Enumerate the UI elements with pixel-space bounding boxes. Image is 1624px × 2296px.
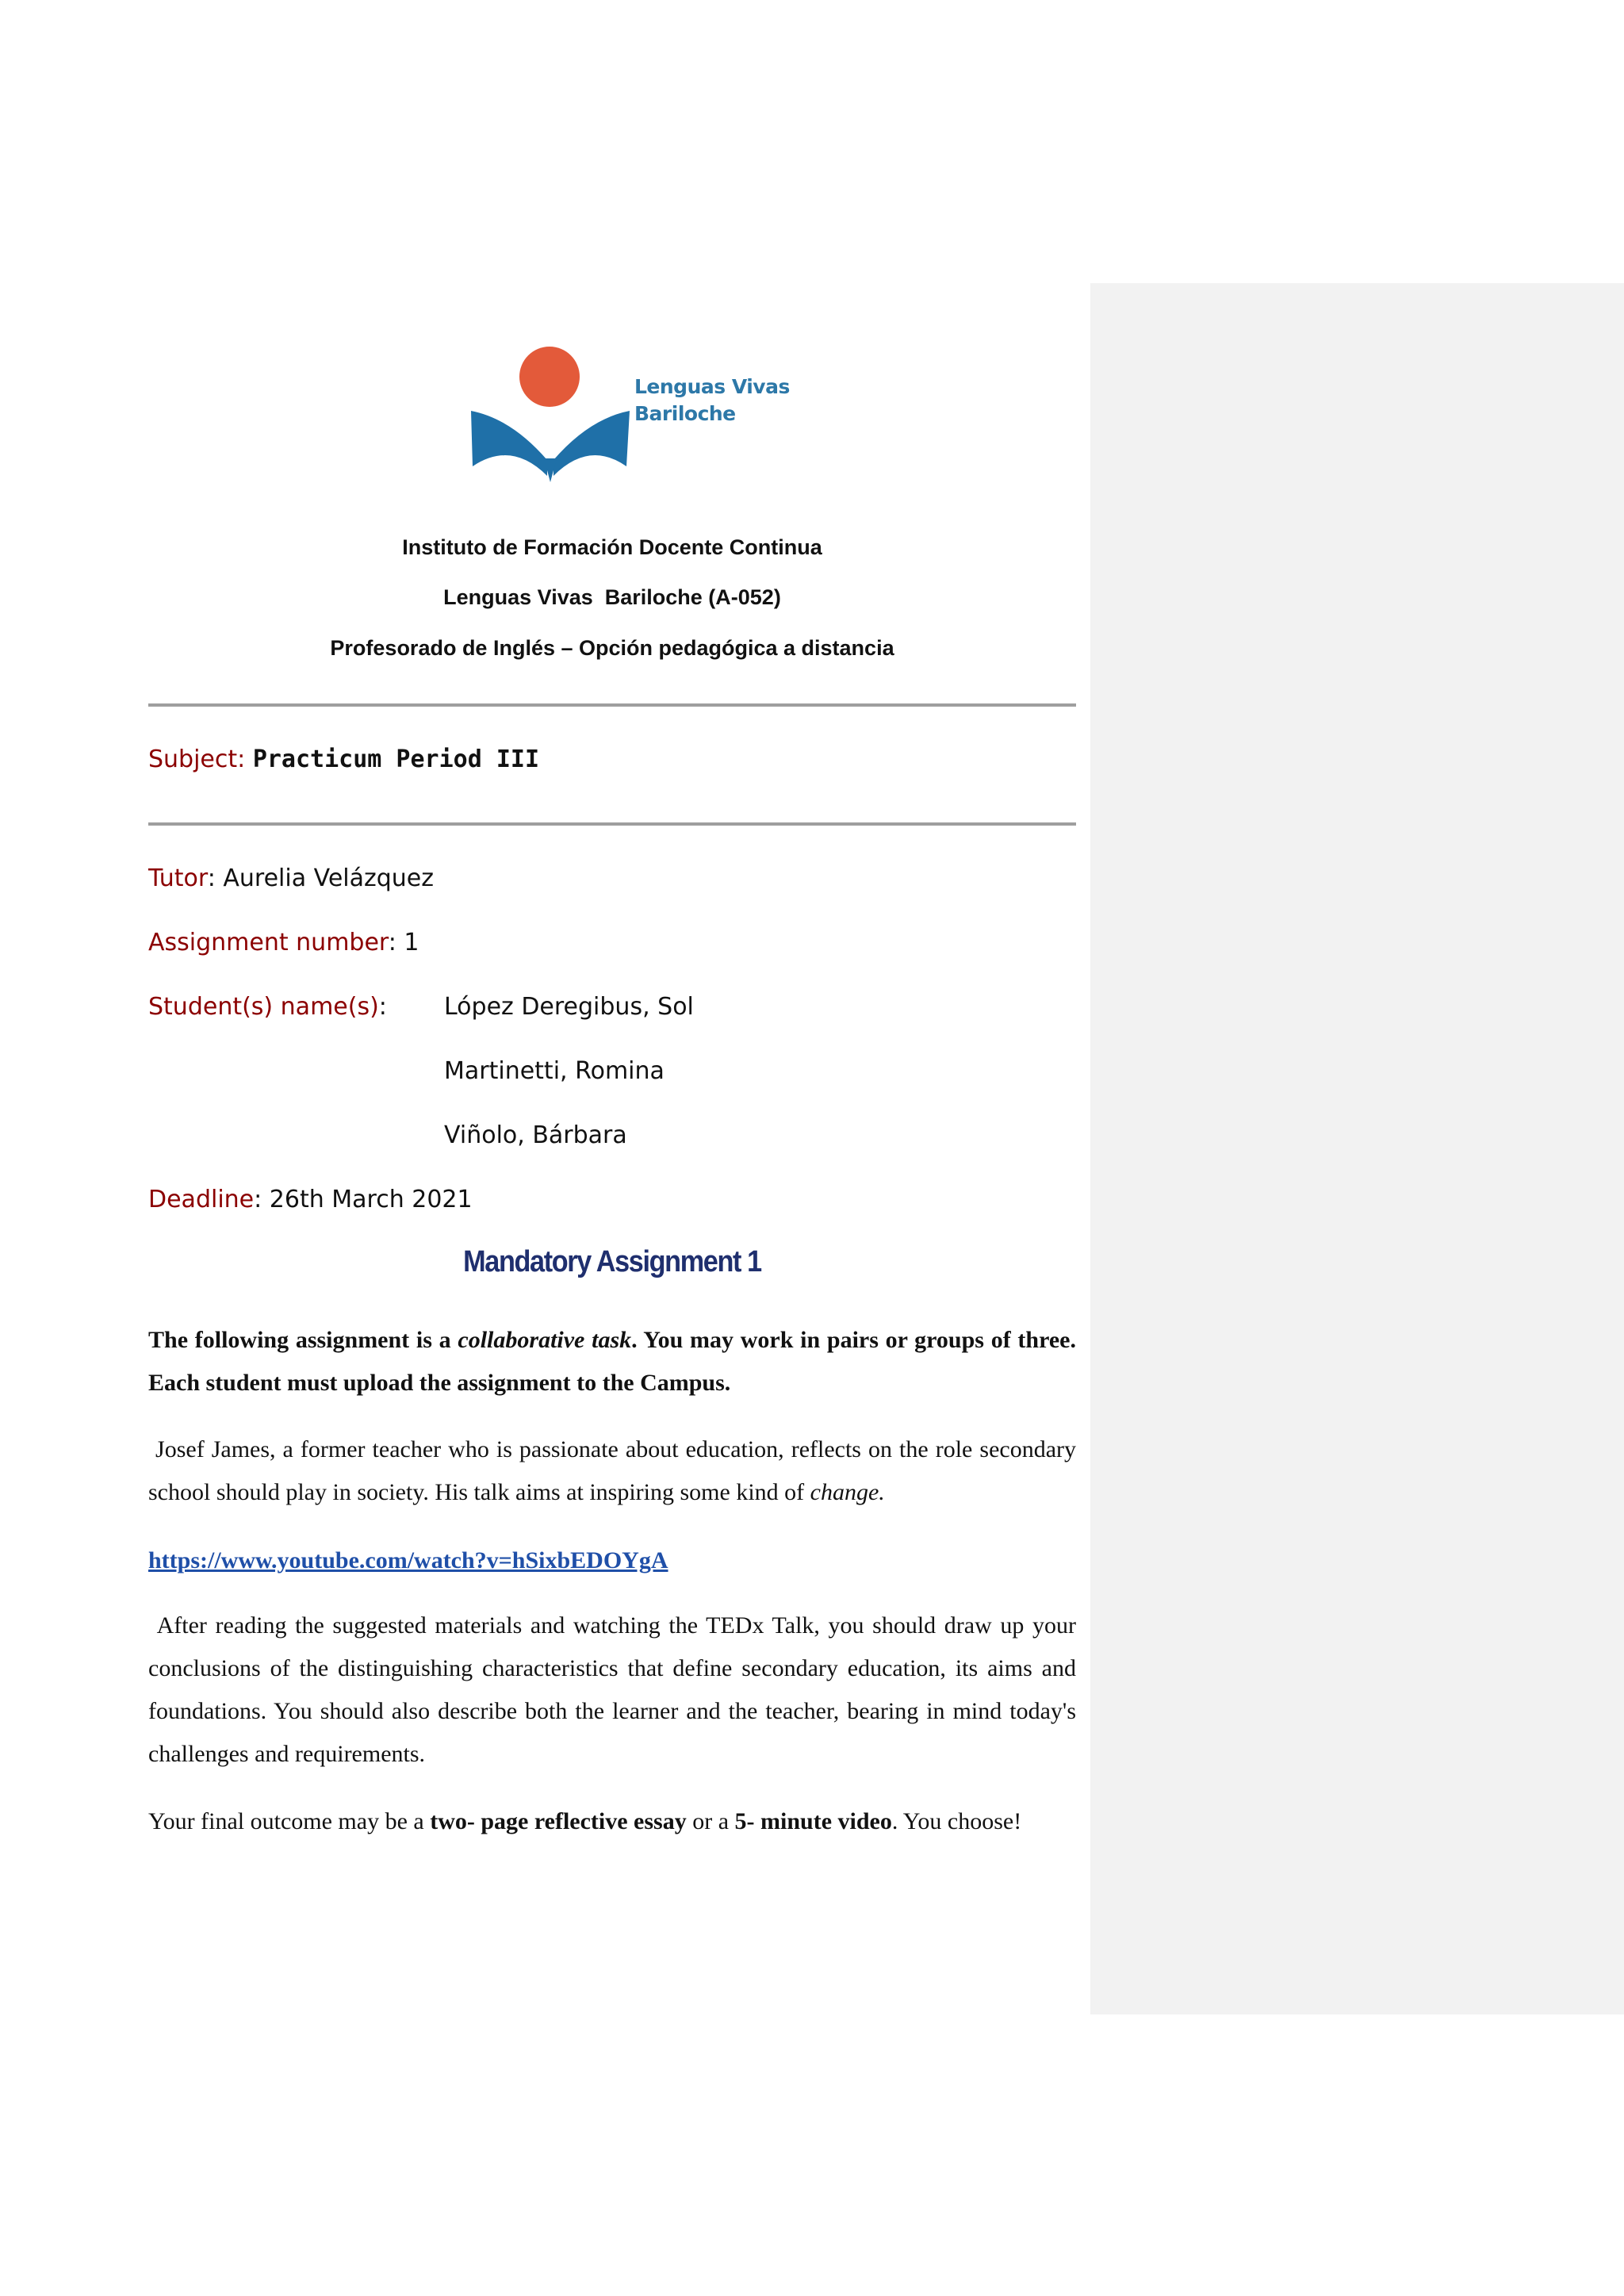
tutor-label: Tutor (148, 864, 208, 892)
institution-program: Profesorado de Inglés – Opción pedagógica a distancia (330, 636, 894, 660)
students-row: Student(s) name(s): (148, 993, 387, 1021)
deadline-label: Deadline (148, 1186, 255, 1213)
talk-description-paragraph (148, 1428, 1082, 1514)
subject-value: Practicum Period III (252, 746, 540, 773)
talk-description-italic: change. (810, 1479, 885, 1505)
subject-colon: : (237, 746, 246, 773)
assignment-number-row: Assignment number: 1 (148, 929, 419, 956)
students-label: Student(s) name(s) (148, 993, 379, 1021)
outcome-video: 5- minute video (734, 1808, 892, 1834)
logo-text-line2: Bariloche (634, 402, 736, 425)
intro-text-end: . You may work in pairs or groups of three. Each student must upload the assignment to the Campus. (148, 1327, 1076, 1396)
assignment-title: Mandatory Assignment 1 (463, 1245, 761, 1278)
deadline-value: 26th March 2021 (269, 1186, 473, 1213)
youtube-link[interactable]: https://www.youtube.com/watch?v=hSixbEDOYgA (148, 1547, 668, 1573)
outcome-essay: two- page reflective essay (430, 1808, 687, 1834)
subject-label: Subject (148, 746, 238, 773)
divider-top (148, 703, 1076, 707)
link-paragraph (148, 1539, 1076, 1582)
tutor-value: Aurelia Velázquez (223, 864, 435, 892)
institution-campus: Lenguas Vivas Bariloche (A-052) (443, 585, 781, 609)
student-name: Viñolo, Bárbara (444, 1121, 627, 1149)
institution-name: Instituto de Formación Docente Continua (402, 535, 822, 559)
divider-bottom (148, 822, 1076, 826)
instructions-paragraph: After reading the suggested materials and watching the TEDx Talk, you should draw up your conclusions of the distinguishing characteristics that define secondary education, its aims and foundations. You should also describe both the learner and the teacher, bearing in mind today's challenges and requirements. (148, 1612, 1082, 1767)
tutor-row: Tutor: Aurelia Velázquez (148, 864, 435, 892)
outcome-text-end: . You choose! (891, 1808, 1022, 1834)
logo-text-line1: Lenguas Vivas (634, 375, 790, 398)
deadline-row: Deadline: 26th March 2021 (148, 1186, 473, 1213)
student-name: Martinetti, Romina (444, 1057, 665, 1085)
student-name: López Deregibus, Sol (444, 993, 694, 1021)
outcome-text-mid: or a (686, 1808, 735, 1834)
intro-paragraph (148, 1319, 1076, 1405)
subject-row (148, 746, 539, 773)
intro-text: The following assignment is a (148, 1327, 458, 1353)
comment-pane (1090, 283, 1624, 2014)
outcome-text: Your final outcome may be a (148, 1808, 431, 1834)
assignment-number-value: 1 (404, 929, 419, 956)
intro-italic: collaborative task (458, 1327, 632, 1353)
assignment-number-label: Assignment number (148, 929, 389, 956)
outcome-paragraph (148, 1800, 1076, 1843)
talk-description-text: Josef James, a former teacher who is passionate about education, reflects on the role secondary school should play in society. His talk aims at inspiring some kind of (148, 1436, 1082, 1505)
